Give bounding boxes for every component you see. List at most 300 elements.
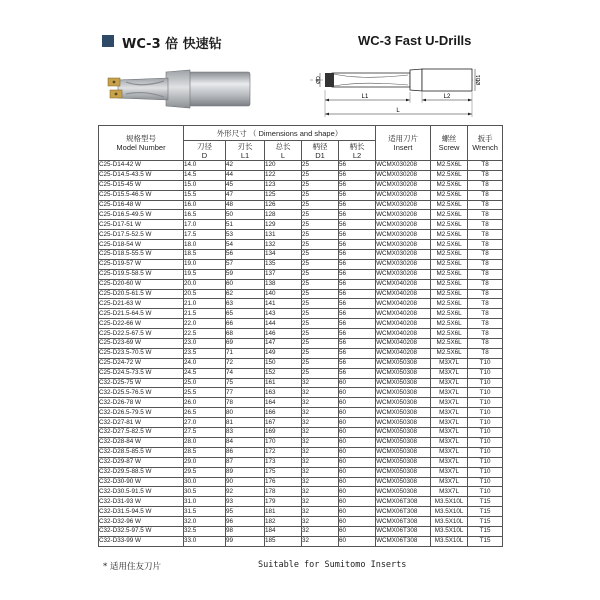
l2-dimension-label: L2: [443, 94, 451, 100]
cell-screw: M3X7L: [431, 398, 468, 408]
cell-model: C32-D30.5-91.5 W: [99, 487, 184, 497]
cell-l1: 93: [226, 497, 265, 507]
cell-l2: 56: [339, 309, 376, 319]
table-row: [99, 289, 503, 299]
cell-model: C32-D27-81 W: [99, 418, 184, 428]
cell-d: 23.5: [184, 348, 226, 358]
cell-insert: WCMX040208: [376, 339, 431, 349]
header-d1-en: D1: [315, 150, 325, 160]
table-row: [99, 418, 503, 428]
cell-l: 164: [265, 398, 302, 408]
cell-d: 15.0: [184, 180, 226, 190]
cell-wrench: T10: [468, 358, 503, 368]
cell-screw: M2.5X6L: [431, 339, 468, 349]
cell-l: 175: [265, 467, 302, 477]
cell-d1: 32: [302, 507, 339, 517]
cell-d1: 32: [302, 517, 339, 527]
cell-insert: WCMX040208: [376, 289, 431, 299]
cell-insert: WCMX040208: [376, 309, 431, 319]
cell-screw: M2.5X6L: [431, 348, 468, 358]
cell-d1: 32: [302, 497, 339, 507]
cell-d: 26.0: [184, 398, 226, 408]
cell-wrench: T10: [468, 398, 503, 408]
cell-l: 179: [265, 497, 302, 507]
table-row: [99, 477, 503, 487]
cell-l: 176: [265, 477, 302, 487]
cell-l2: 60: [339, 418, 376, 428]
table-row: [99, 339, 503, 349]
table-row: [99, 230, 503, 240]
cell-insert: WCMX050308: [376, 477, 431, 487]
cell-l1: 81: [226, 418, 265, 428]
cell-wrench: T8: [468, 240, 503, 250]
cell-screw: M3.5X10L: [431, 497, 468, 507]
cell-l2: 56: [339, 339, 376, 349]
cell-l: 134: [265, 250, 302, 260]
cell-d1: 25: [302, 240, 339, 250]
table-row: [99, 368, 503, 378]
cell-screw: M2.5X6L: [431, 259, 468, 269]
cell-l: 167: [265, 418, 302, 428]
cell-d: 29.0: [184, 457, 226, 467]
title-chinese: WC-3 倍 快速钻: [122, 37, 222, 52]
cell-insert: WCMX06T308: [376, 526, 431, 536]
cell-screw: M3X7L: [431, 487, 468, 497]
table-row: [99, 497, 503, 507]
cell-insert: WCMX050308: [376, 368, 431, 378]
cell-insert: WCMX030208: [376, 161, 431, 171]
cell-d1: 32: [302, 428, 339, 438]
header-d: [184, 141, 226, 161]
cell-l2: 56: [339, 220, 376, 230]
cell-model: C32-D31.5-94.5 W: [99, 507, 184, 517]
table-row: [99, 526, 503, 536]
table-row: [99, 428, 503, 438]
cell-d1: 32: [302, 457, 339, 467]
cell-l2: 60: [339, 437, 376, 447]
header-l-zh: 总长: [275, 141, 291, 151]
table-row: [99, 170, 503, 180]
cell-wrench: T10: [468, 368, 503, 378]
cell-l: 185: [265, 536, 302, 546]
cell-l2: 56: [339, 269, 376, 279]
cell-l2: 60: [339, 457, 376, 467]
table-row: [99, 161, 503, 171]
cell-l1: 45: [226, 180, 265, 190]
cell-insert: WCMX040208: [376, 299, 431, 309]
cell-l2: 56: [339, 200, 376, 210]
cell-l2: 56: [339, 259, 376, 269]
header-d1-zh: 柄径: [312, 141, 328, 151]
cell-d: 22.0: [184, 319, 226, 329]
cell-screw: M3.5X10L: [431, 517, 468, 527]
cell-wrench: T8: [468, 289, 503, 299]
cell-l1: 62: [226, 289, 265, 299]
cell-l: 163: [265, 388, 302, 398]
cell-l1: 72: [226, 358, 265, 368]
cell-l2: 60: [339, 378, 376, 388]
cell-wrench: T8: [468, 220, 503, 230]
table-row: [99, 536, 503, 546]
l1-dimension-label: L1: [361, 94, 369, 100]
header-l: [265, 141, 302, 161]
cell-d1: 25: [302, 161, 339, 171]
header-insert-en: Insert: [393, 143, 413, 152]
cell-wrench: T8: [468, 230, 503, 240]
cell-model: C25-D14.5-43.5 W: [99, 170, 184, 180]
table-row: [99, 259, 503, 269]
cell-l: 125: [265, 190, 302, 200]
header-model: [99, 126, 184, 161]
cell-d: 24.5: [184, 368, 226, 378]
cell-insert: WCMX050308: [376, 457, 431, 467]
cell-d: 28.5: [184, 447, 226, 457]
cell-l: 150: [265, 358, 302, 368]
header-l-en: L: [280, 150, 286, 160]
cell-d: 14.0: [184, 161, 226, 171]
specification-table-body: [99, 161, 503, 547]
cell-d: 24.0: [184, 358, 226, 368]
cell-d1: 25: [302, 339, 339, 349]
cell-insert: WCMX030208: [376, 210, 431, 220]
cell-screw: M2.5X6L: [431, 161, 468, 171]
cell-l: 135: [265, 259, 302, 269]
cell-l: 178: [265, 487, 302, 497]
header-screw: [431, 126, 468, 161]
cell-insert: WCMX050308: [376, 437, 431, 447]
cell-l2: 56: [339, 161, 376, 171]
table-row: [99, 487, 503, 497]
cell-insert: WCMX050308: [376, 358, 431, 368]
cell-d: 22.5: [184, 329, 226, 339]
cell-l1: 96: [226, 517, 265, 527]
cell-screw: M2.5X6L: [431, 319, 468, 329]
cell-d: 31.0: [184, 497, 226, 507]
header-wrench-en: Wrench: [472, 143, 498, 152]
cell-insert: WCMX06T308: [376, 536, 431, 546]
cell-model: C25-D14-42 W: [99, 161, 184, 171]
cell-l1: 80: [226, 408, 265, 418]
cell-wrench: T10: [468, 408, 503, 418]
table-row: [99, 279, 503, 289]
cell-d: 30.5: [184, 487, 226, 497]
cell-l2: 56: [339, 279, 376, 289]
cell-wrench: T8: [468, 180, 503, 190]
cell-insert: WCMX050308: [376, 418, 431, 428]
cell-l2: 60: [339, 497, 376, 507]
cell-d1: 25: [302, 210, 339, 220]
cell-screw: M3X7L: [431, 477, 468, 487]
cell-insert: WCMX040208: [376, 319, 431, 329]
cell-l2: 60: [339, 507, 376, 517]
header-l2: [339, 141, 376, 161]
cell-d: 20.0: [184, 279, 226, 289]
cell-model: C25-D24.5-73.5 W: [99, 368, 184, 378]
cell-wrench: T8: [468, 329, 503, 339]
cell-l1: 95: [226, 507, 265, 517]
cell-d1: 32: [302, 526, 339, 536]
header-wrench: [468, 126, 503, 161]
header-wrench-zh: 扳手: [477, 134, 493, 143]
cell-d1: 32: [302, 398, 339, 408]
table-row: [99, 358, 503, 368]
cell-l: 169: [265, 428, 302, 438]
cell-wrench: T8: [468, 200, 503, 210]
cell-model: C32-D30-90 W: [99, 477, 184, 487]
cell-model: C25-D18.5-55.5 W: [99, 250, 184, 260]
cell-l1: 92: [226, 487, 265, 497]
cell-model: C25-D21.5-64.5 W: [99, 309, 184, 319]
header-l1-zh: 刃长: [237, 141, 253, 151]
table-row: [99, 190, 503, 200]
cell-d: 23.0: [184, 339, 226, 349]
table-row: [99, 507, 503, 517]
cell-wrench: T15: [468, 517, 503, 527]
cell-screw: M2.5X6L: [431, 299, 468, 309]
cell-insert: WCMX030208: [376, 170, 431, 180]
cell-l: 120: [265, 161, 302, 171]
cell-model: C25-D20.5-61.5 W: [99, 289, 184, 299]
cell-l: 170: [265, 437, 302, 447]
cell-d1: 25: [302, 180, 339, 190]
cell-model: C32-D26-78 W: [99, 398, 184, 408]
cell-model: C32-D33-99 W: [99, 536, 184, 546]
cell-screw: M3X7L: [431, 418, 468, 428]
title-marker-square: [102, 35, 114, 47]
specification-table: [98, 125, 503, 547]
cell-l1: 87: [226, 457, 265, 467]
cell-wrench: T10: [468, 388, 503, 398]
cell-insert: WCMX030208: [376, 269, 431, 279]
header-l1-en: L1: [240, 150, 250, 160]
cell-screw: M3.5X10L: [431, 526, 468, 536]
cell-l: 131: [265, 230, 302, 240]
cell-l1: 48: [226, 200, 265, 210]
d-dimension-label: ØD: [316, 76, 322, 84]
cell-model: C32-D32-96 W: [99, 517, 184, 527]
title-english: WC-3 Fast U-Drills: [358, 33, 472, 48]
cell-screw: M3X7L: [431, 388, 468, 398]
cell-d: 20.5: [184, 289, 226, 299]
cell-model: C25-D19-57 W: [99, 259, 184, 269]
cell-l: 182: [265, 517, 302, 527]
cell-l2: 60: [339, 487, 376, 497]
cell-screw: M3.5X10L: [431, 536, 468, 546]
cell-wrench: T8: [468, 269, 503, 279]
cell-insert: WCMX030208: [376, 259, 431, 269]
cell-l1: 89: [226, 467, 265, 477]
cell-wrench: T15: [468, 526, 503, 536]
cell-model: C25-D17-51 W: [99, 220, 184, 230]
table-row: [99, 299, 503, 309]
cell-d1: 25: [302, 269, 339, 279]
cell-l: 122: [265, 170, 302, 180]
cell-d1: 32: [302, 437, 339, 447]
cell-model: C25-D19.5-58.5 W: [99, 269, 184, 279]
cell-d: 21.5: [184, 309, 226, 319]
cell-l1: 54: [226, 240, 265, 250]
cell-insert: WCMX030208: [376, 200, 431, 210]
cell-l2: 56: [339, 170, 376, 180]
cell-screw: M3X7L: [431, 437, 468, 447]
cell-d: 31.5: [184, 507, 226, 517]
cell-screw: M2.5X6L: [431, 309, 468, 319]
cell-screw: M3.5X10L: [431, 507, 468, 517]
cell-d1: 25: [302, 170, 339, 180]
header-screw-zh: 螺丝: [441, 134, 457, 143]
cell-insert: WCMX030208: [376, 240, 431, 250]
cell-d: 27.0: [184, 418, 226, 428]
cell-l1: 71: [226, 348, 265, 358]
cell-insert: WCMX050308: [376, 467, 431, 477]
cell-model: C25-D15.5-46.5 W: [99, 190, 184, 200]
cell-screw: M3X7L: [431, 467, 468, 477]
cell-l2: 56: [339, 289, 376, 299]
cell-insert: WCMX030208: [376, 250, 431, 260]
cell-d1: 32: [302, 487, 339, 497]
cell-model: C25-D22-66 W: [99, 319, 184, 329]
cell-d1: 25: [302, 309, 339, 319]
cell-wrench: T8: [468, 210, 503, 220]
cell-wrench: T8: [468, 190, 503, 200]
cell-model: C32-D25.5-76.5 W: [99, 388, 184, 398]
table-row: [99, 408, 503, 418]
cell-model: C32-D26.5-79.5 W: [99, 408, 184, 418]
cell-wrench: T8: [468, 259, 503, 269]
cell-wrench: T15: [468, 497, 503, 507]
cell-d1: 25: [302, 368, 339, 378]
header-model-en: Model Number: [116, 143, 166, 152]
cell-insert: WCMX050308: [376, 487, 431, 497]
cell-d1: 25: [302, 348, 339, 358]
cell-d1: 32: [302, 477, 339, 487]
cell-d: 28.0: [184, 437, 226, 447]
cell-screw: M2.5X6L: [431, 240, 468, 250]
cell-screw: M2.5X6L: [431, 289, 468, 299]
cell-l2: 56: [339, 210, 376, 220]
cell-d: 29.5: [184, 467, 226, 477]
cell-d1: 32: [302, 536, 339, 546]
cell-screw: M3X7L: [431, 358, 468, 368]
cell-insert: WCMX040208: [376, 329, 431, 339]
cell-model: C25-D23.5-70.5 W: [99, 348, 184, 358]
cell-wrench: T15: [468, 536, 503, 546]
cell-insert: WCMX050308: [376, 428, 431, 438]
header-d-zh: 刀径: [197, 141, 212, 151]
cell-insert: WCMX050308: [376, 447, 431, 457]
dimension-diagram: [310, 60, 480, 124]
cell-d: 17.5: [184, 230, 226, 240]
cell-l: 132: [265, 240, 302, 250]
cell-d: 30.0: [184, 477, 226, 487]
cell-l: 166: [265, 408, 302, 418]
cell-d: 14.5: [184, 170, 226, 180]
cell-l1: 75: [226, 378, 265, 388]
table-row: [99, 398, 503, 408]
table-row: [99, 388, 503, 398]
cell-l: 149: [265, 348, 302, 358]
cell-wrench: T10: [468, 378, 503, 388]
cell-l1: 77: [226, 388, 265, 398]
header-insert-zh: 适用刀片: [388, 134, 419, 143]
cell-model: C25-D16.5-49.5 W: [99, 210, 184, 220]
cell-l2: 60: [339, 467, 376, 477]
cell-model: C32-D31-93 W: [99, 497, 184, 507]
cell-l1: 90: [226, 477, 265, 487]
cell-d: 17.0: [184, 220, 226, 230]
cell-l2: 60: [339, 398, 376, 408]
cell-l1: 74: [226, 368, 265, 378]
table-row: [99, 348, 503, 358]
cell-d: 18.5: [184, 250, 226, 260]
cell-model: C25-D17.5-52.5 W: [99, 230, 184, 240]
cell-l1: 59: [226, 269, 265, 279]
cell-d1: 32: [302, 467, 339, 477]
cell-insert: WCMX030208: [376, 230, 431, 240]
cell-l2: 56: [339, 319, 376, 329]
cell-d: 33.0: [184, 536, 226, 546]
cell-d: 25.5: [184, 388, 226, 398]
cell-d: 15.5: [184, 190, 226, 200]
cell-l2: 56: [339, 358, 376, 368]
table-row: [99, 210, 503, 220]
cell-l1: 50: [226, 210, 265, 220]
header-l2-en: L2: [352, 150, 362, 160]
cell-model: C25-D18-54 W: [99, 240, 184, 250]
cell-l: 172: [265, 447, 302, 457]
cell-model: C32-D25-75 W: [99, 378, 184, 388]
cell-l2: 56: [339, 368, 376, 378]
header-l1: [226, 141, 265, 161]
header-d-en: D: [201, 150, 208, 160]
u-drill-product-image: [106, 66, 252, 112]
cell-l: 152: [265, 368, 302, 378]
cell-wrench: T8: [468, 319, 503, 329]
cell-l1: 56: [226, 250, 265, 260]
cell-wrench: T10: [468, 437, 503, 447]
l-dimension-label: L: [396, 108, 400, 114]
cell-insert: WCMX030208: [376, 220, 431, 230]
cell-screw: M3X7L: [431, 447, 468, 457]
header-insert: [376, 126, 431, 161]
cell-model: C32-D28-84 W: [99, 437, 184, 447]
table-row: [99, 378, 503, 388]
cell-l: 184: [265, 526, 302, 536]
cell-d1: 32: [302, 418, 339, 428]
cell-d1: 25: [302, 319, 339, 329]
header-d1: [302, 141, 339, 161]
cell-screw: M2.5X6L: [431, 170, 468, 180]
cell-l1: 66: [226, 319, 265, 329]
cell-model: C32-D27.5-82.5 W: [99, 428, 184, 438]
footer-note-en: Suitable for Sumitomo Inserts: [258, 560, 407, 570]
cell-l1: 63: [226, 299, 265, 309]
cell-wrench: T8: [468, 299, 503, 309]
cell-model: C25-D22.5-67.5 W: [99, 329, 184, 339]
cell-wrench: T10: [468, 487, 503, 497]
table-row: [99, 447, 503, 457]
cell-wrench: T8: [468, 339, 503, 349]
cell-wrench: T8: [468, 170, 503, 180]
cell-wrench: T10: [468, 477, 503, 487]
cell-d1: 32: [302, 408, 339, 418]
table-row: [99, 250, 503, 260]
cell-model: C25-D24-72 W: [99, 358, 184, 368]
cell-screw: M2.5X6L: [431, 200, 468, 210]
cell-l2: 60: [339, 526, 376, 536]
cell-d1: 25: [302, 289, 339, 299]
cell-insert: WCMX030208: [376, 190, 431, 200]
